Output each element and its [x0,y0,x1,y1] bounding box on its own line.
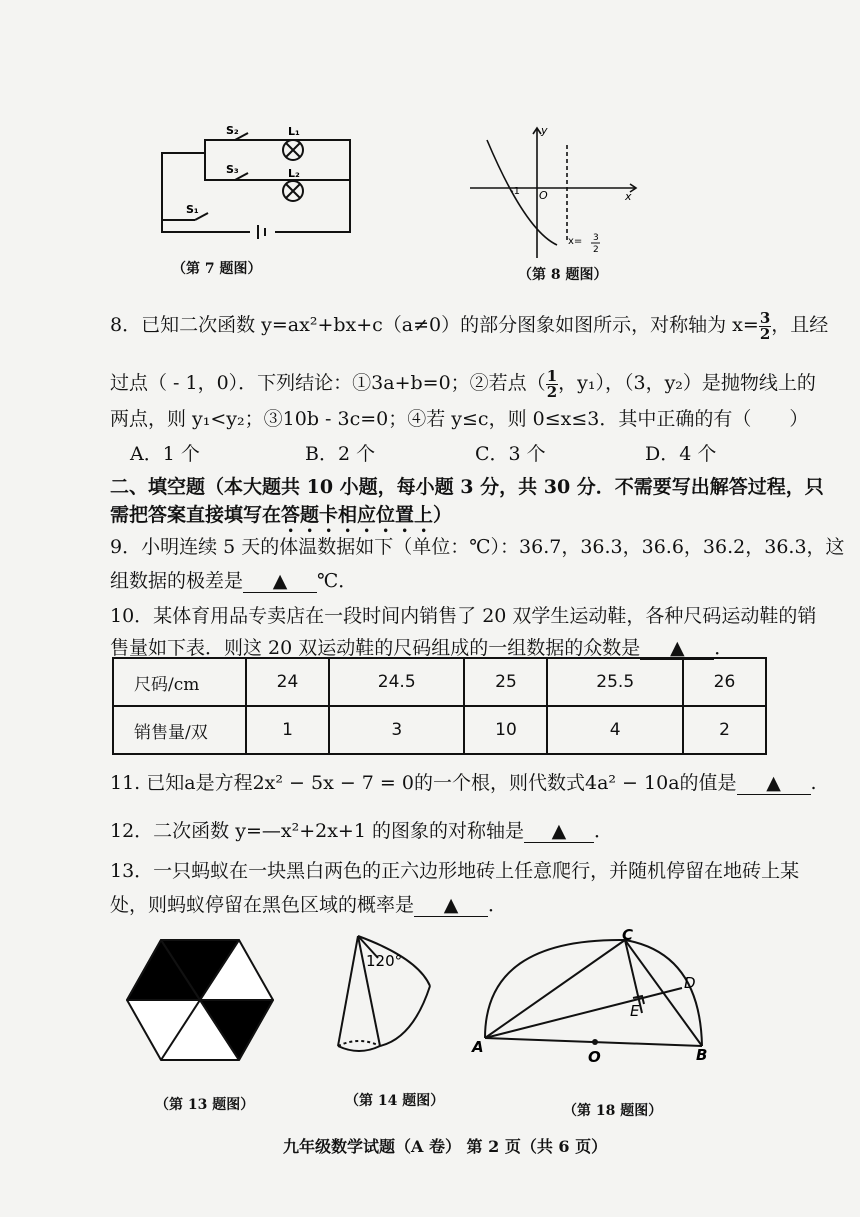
table-cell: 1 [246,706,329,754]
fig13-caption: （第 13 题图） [155,1097,255,1113]
label-s1: S₁ [186,203,199,216]
fig18-caption: （第 18 题图） [563,1103,663,1119]
point-c: C [622,928,634,944]
hexagon-tile [125,938,275,1063]
point-o: O [588,1048,601,1066]
point-a: A [472,1038,484,1056]
section2-b: 不需要写出解答过程，只 [614,476,824,498]
table-row [113,706,766,754]
q11-line [110,768,817,795]
q8-line1 [110,310,828,342]
point-b: B [696,1046,708,1064]
sym-line-den: 2 [593,245,599,255]
q9-line2-a: 组数据的极差是 [110,570,244,592]
frac2-den: 2 [546,382,558,401]
q10-line1: 10．某体育用品专卖店在一段时间内销售了 20 双学生运动鞋，各种尺码运动鞋的销 [110,605,817,627]
q9-line1: 9．小明连续 5 天的体温数据如下（单位：℃）：36.7，36.3，36.6，36.2，36.3，这 [110,536,845,558]
y-axis-label: y [541,124,548,137]
table-cell: 10 [464,706,547,754]
frac-num: 3 [759,308,771,327]
q12-answer-blank: ▲ [524,820,594,843]
cone-diagram [318,928,443,1068]
q11-answer-blank: ▲ [737,772,811,795]
table-cell: 3 [329,706,465,754]
fig8-caption: （第 8 题图） [518,267,608,283]
option-a: A．1 个 [130,443,200,465]
table-cell: 2 [683,706,766,754]
section2-heading-line1 [110,472,824,499]
label-s2: S₂ [226,125,239,137]
q8-fraction-2 [546,366,558,401]
q8-line2 [110,368,816,400]
section2-emph: 答题卡相应位置上 [281,504,434,526]
option-d: D．4 个 [645,443,717,465]
section2-a: 二、填空题（本大题共 10 小题，每小题 3 分，共 30 分． [110,476,615,498]
q13-line2-a: 处，则蚂蚁停留在黑色区域的概率是 [110,894,415,916]
q9-line2-b: ℃． [317,570,358,592]
table-cell: 25 [464,658,547,706]
q10-line2-b: ． [714,637,734,659]
parabola-graph [465,120,640,265]
q13-answer-blank: ▲ [414,894,488,917]
label-s3: S₃ [226,163,239,176]
angle-label: 120° [366,952,403,970]
table-cell: 24.5 [329,658,465,706]
q10-line2 [110,633,733,660]
table-row-head: 销售量/双 [113,706,246,754]
table-row [113,658,766,706]
page-footer: 九年级数学试题（A 卷） 第 2 页（共 6 页） [283,1137,608,1156]
q12-text-b: ． [593,820,613,842]
section2-d: ） [433,504,453,526]
q11-text-b: . [810,772,817,794]
semicircle-diagram [470,928,720,1068]
point-d: D [684,974,696,992]
q12-line [110,816,613,843]
q8-line2-a: 过点（ - 1，0）．下列结论：①3a+b=0；②若点（ [110,372,546,394]
table-cell: 26 [683,658,766,706]
label-l2: L₂ [288,167,300,180]
table-row-head: 尺码/cm [113,658,246,706]
q8-line3: 两点，则 y₁<y₂；③10b - 3c=0；④若 y≤c，则 0≤x≤3．其中正确的有（ ） [110,408,809,430]
q13-line2 [110,890,507,917]
q9-line2 [110,566,357,593]
table-cell: 4 [547,706,683,754]
fig7-caption: （第 7 题图） [172,261,262,277]
origin-label: O [539,189,548,202]
q8-line2-b: ，y₁），（3，y₂）是抛物线上的 [558,372,816,394]
option-b: B．2 个 [305,443,376,465]
point-e: E [630,1002,640,1020]
table-cell: 25.5 [547,658,683,706]
size-sales-table [112,657,767,755]
frac-den: 2 [759,324,771,343]
q13-line1: 13．一只蚂蚁在一块黑白两色的正六边形地砖上任意爬行，并随机停留在地砖上某 [110,860,800,882]
q12-text-a: 12．二次函数 y=—x²+2x+1 的图象的对称轴是 [110,820,524,842]
table-cell: 24 [246,658,329,706]
frac2-num: 1 [546,366,558,385]
q13-line2-b: ． [488,894,508,916]
fig14-caption: （第 14 题图） [345,1093,445,1109]
x-axis-label: x [625,190,632,203]
section2-c: 需把答案直接填写在 [110,504,282,526]
q9-answer-blank: ▲ [243,570,317,593]
label-l1: L₁ [288,125,300,138]
sym-line-label: x= [568,236,583,247]
q8-line1-b: ，且经 [771,314,829,336]
q8-line1-a: 8．已知二次函数 y=ax²+bx+c（a≠0）的部分图象如图所示，对称轴为 x= [110,314,759,336]
neg-one-label: -1 [510,186,520,197]
sym-line-num: 3 [593,233,599,243]
q10-line2-a: 售量如下表．则这 20 双运动鞋的尺码组成的一组数据的众数是 [110,637,641,659]
q11-text-a: 11. 已知a是方程2x² − 5x − 7 = 0的一个根，则代数式4a² − 10a的值是 [110,772,737,794]
circuit-diagram [150,125,365,255]
option-c: C．3 个 [475,443,546,465]
q10-answer-blank: ▲ [640,637,714,660]
q8-fraction [759,308,771,343]
